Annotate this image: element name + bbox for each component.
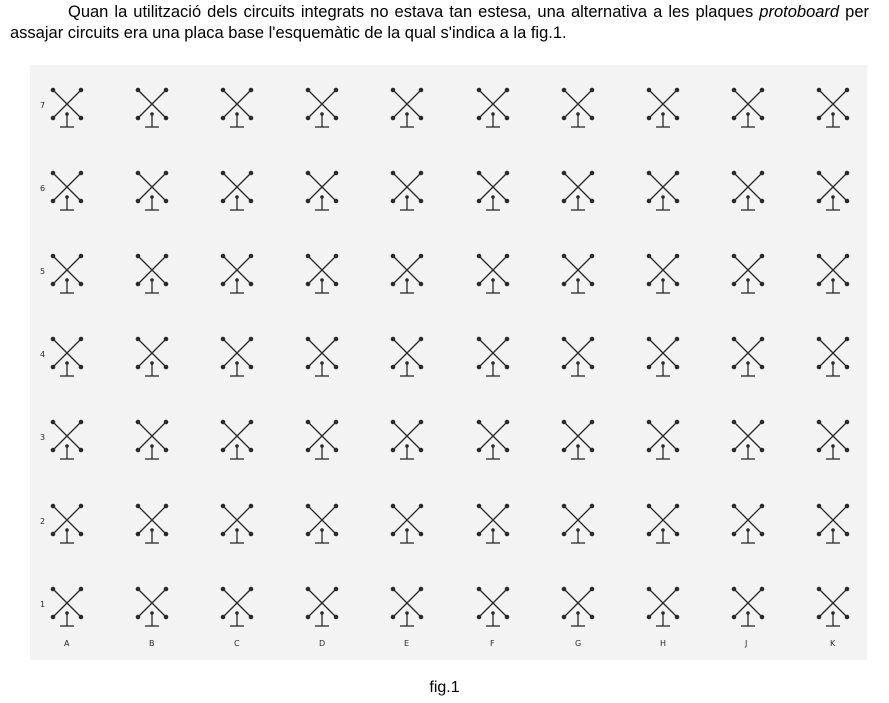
node-D5 (306, 254, 339, 293)
ground-icon (656, 611, 670, 626)
node-E4 (391, 337, 424, 376)
row-label-6: 6 (40, 184, 46, 193)
node-K4 (817, 337, 850, 376)
ground-icon (741, 278, 755, 293)
ground-icon (656, 528, 670, 543)
node-F5 (477, 254, 510, 293)
node-K6 (817, 171, 850, 210)
ground-icon (230, 195, 244, 210)
node-H1 (647, 587, 680, 626)
node-K1 (817, 587, 850, 626)
node-F4 (477, 337, 510, 376)
ground-icon (741, 361, 755, 376)
ground-icon (315, 361, 329, 376)
ground-icon (230, 528, 244, 543)
node-A4 (51, 337, 84, 376)
ground-icon (656, 112, 670, 127)
node-E5 (391, 254, 424, 293)
node-B1 (136, 587, 169, 626)
ground-icon (315, 278, 329, 293)
ground-icon (60, 611, 74, 626)
ground-icon (486, 444, 500, 459)
ground-icon (400, 361, 414, 376)
node-F7 (477, 88, 510, 127)
node-D4 (306, 337, 339, 376)
ground-icon (741, 611, 755, 626)
node-H2 (647, 504, 680, 543)
column-label-G: G (575, 639, 582, 648)
ground-icon (315, 195, 329, 210)
ground-icon (145, 444, 159, 459)
node-F3 (477, 420, 510, 459)
node-K2 (817, 504, 850, 543)
ground-icon (60, 195, 74, 210)
node-J4 (732, 337, 765, 376)
column-label-K: K (830, 639, 836, 648)
ground-icon (400, 112, 414, 127)
ground-icon (826, 528, 840, 543)
node-K3 (817, 420, 850, 459)
column-label-F: F (490, 639, 495, 648)
ground-icon (826, 195, 840, 210)
ground-icon (400, 528, 414, 543)
node-F1 (477, 587, 510, 626)
node-A3 (51, 420, 84, 459)
column-label-E: E (404, 639, 410, 648)
ground-icon (145, 528, 159, 543)
node-E2 (391, 504, 424, 543)
node-C4 (221, 337, 254, 376)
ground-icon (741, 195, 755, 210)
ground-icon (400, 195, 414, 210)
ground-icon (60, 112, 74, 127)
node-H7 (647, 88, 680, 127)
ground-icon (656, 195, 670, 210)
ground-icon (145, 195, 159, 210)
node-H4 (647, 337, 680, 376)
row-label-7: 7 (40, 101, 46, 110)
row-label-1: 1 (40, 600, 46, 609)
ground-icon (230, 444, 244, 459)
ground-icon (826, 444, 840, 459)
node-C5 (221, 254, 254, 293)
node-A7 (51, 88, 84, 127)
ground-icon (60, 444, 74, 459)
ground-icon (60, 528, 74, 543)
node-D3 (306, 420, 339, 459)
ground-icon (826, 112, 840, 127)
ground-icon (230, 112, 244, 127)
ground-icon (571, 112, 585, 127)
ground-icon (826, 611, 840, 626)
node-A5 (51, 254, 84, 293)
column-label-D: D (319, 639, 326, 648)
ground-icon (486, 278, 500, 293)
ground-icon (571, 444, 585, 459)
ground-icon (315, 528, 329, 543)
ground-icon (571, 528, 585, 543)
ground-icon (741, 528, 755, 543)
ground-icon (230, 611, 244, 626)
ground-icon (486, 195, 500, 210)
node-D7 (306, 88, 339, 127)
ground-icon (400, 278, 414, 293)
row-label-3: 3 (40, 433, 46, 442)
node-A1 (51, 587, 84, 626)
node-J2 (732, 504, 765, 543)
intro-text-end: per assajar circuits era una placa base l'esquemàtic de la qual s'indica a la fig.1. (10, 3, 869, 42)
ground-icon (486, 611, 500, 626)
node-A2 (51, 504, 84, 543)
node-C3 (221, 420, 254, 459)
ground-icon (315, 444, 329, 459)
ground-icon (230, 278, 244, 293)
node-J7 (732, 88, 765, 127)
ground-icon (145, 278, 159, 293)
node-D2 (306, 504, 339, 543)
node-K5 (817, 254, 850, 293)
node-K7 (817, 88, 850, 127)
node-C6 (221, 171, 254, 210)
node-J5 (732, 254, 765, 293)
node-F2 (477, 504, 510, 543)
column-label-J: J (745, 639, 748, 648)
row-label-5: 5 (40, 267, 46, 276)
node-B5 (136, 254, 169, 293)
column-label-C: C (234, 639, 240, 648)
ground-icon (230, 361, 244, 376)
node-G1 (562, 587, 595, 626)
ground-icon (571, 278, 585, 293)
node-D6 (306, 171, 339, 210)
ground-icon (741, 112, 755, 127)
node-F6 (477, 171, 510, 210)
node-C1 (221, 587, 254, 626)
node-B4 (136, 337, 169, 376)
ground-icon (486, 528, 500, 543)
node-G3 (562, 420, 595, 459)
ground-icon (656, 444, 670, 459)
ground-icon (826, 361, 840, 376)
ground-icon (826, 278, 840, 293)
node-H3 (647, 420, 680, 459)
ground-icon (400, 611, 414, 626)
column-label-A: A (64, 639, 70, 648)
row-label-4: 4 (40, 350, 46, 359)
ground-icon (571, 195, 585, 210)
node-G2 (562, 504, 595, 543)
node-H5 (647, 254, 680, 293)
node-E6 (391, 171, 424, 210)
node-G6 (562, 171, 595, 210)
node-E3 (391, 420, 424, 459)
intro-italic-term: protoboard (759, 3, 840, 21)
node-J3 (732, 420, 765, 459)
column-label-B: B (149, 639, 155, 648)
ground-icon (315, 112, 329, 127)
ground-icon (656, 361, 670, 376)
intro-text-start: Quan la utilització dels circuits integrats no estava tan estesa, una alternativa a les plaques (68, 3, 760, 21)
node-B7 (136, 88, 169, 127)
ground-icon (400, 444, 414, 459)
node-D1 (306, 587, 339, 626)
node-E7 (391, 88, 424, 127)
row-label-2: 2 (40, 517, 46, 526)
node-J1 (732, 587, 765, 626)
node-C2 (221, 504, 254, 543)
ground-icon (60, 278, 74, 293)
node-G4 (562, 337, 595, 376)
ground-icon (571, 361, 585, 376)
node-B6 (136, 171, 169, 210)
node-B3 (136, 420, 169, 459)
ground-icon (656, 278, 670, 293)
ground-icon (741, 444, 755, 459)
node-G5 (562, 254, 595, 293)
column-label-H: H (660, 639, 667, 648)
figure-caption: fig.1 (429, 679, 460, 696)
ground-icon (486, 112, 500, 127)
ground-icon (315, 611, 329, 626)
node-J6 (732, 171, 765, 210)
node-G7 (562, 88, 595, 127)
ground-icon (145, 112, 159, 127)
ground-icon (486, 361, 500, 376)
node-E1 (391, 587, 424, 626)
ground-icon (571, 611, 585, 626)
ground-icon (60, 361, 74, 376)
node-A6 (51, 171, 84, 210)
node-C7 (221, 88, 254, 127)
node-H6 (647, 171, 680, 210)
ground-icon (145, 361, 159, 376)
node-B2 (136, 504, 169, 543)
ground-icon (145, 611, 159, 626)
